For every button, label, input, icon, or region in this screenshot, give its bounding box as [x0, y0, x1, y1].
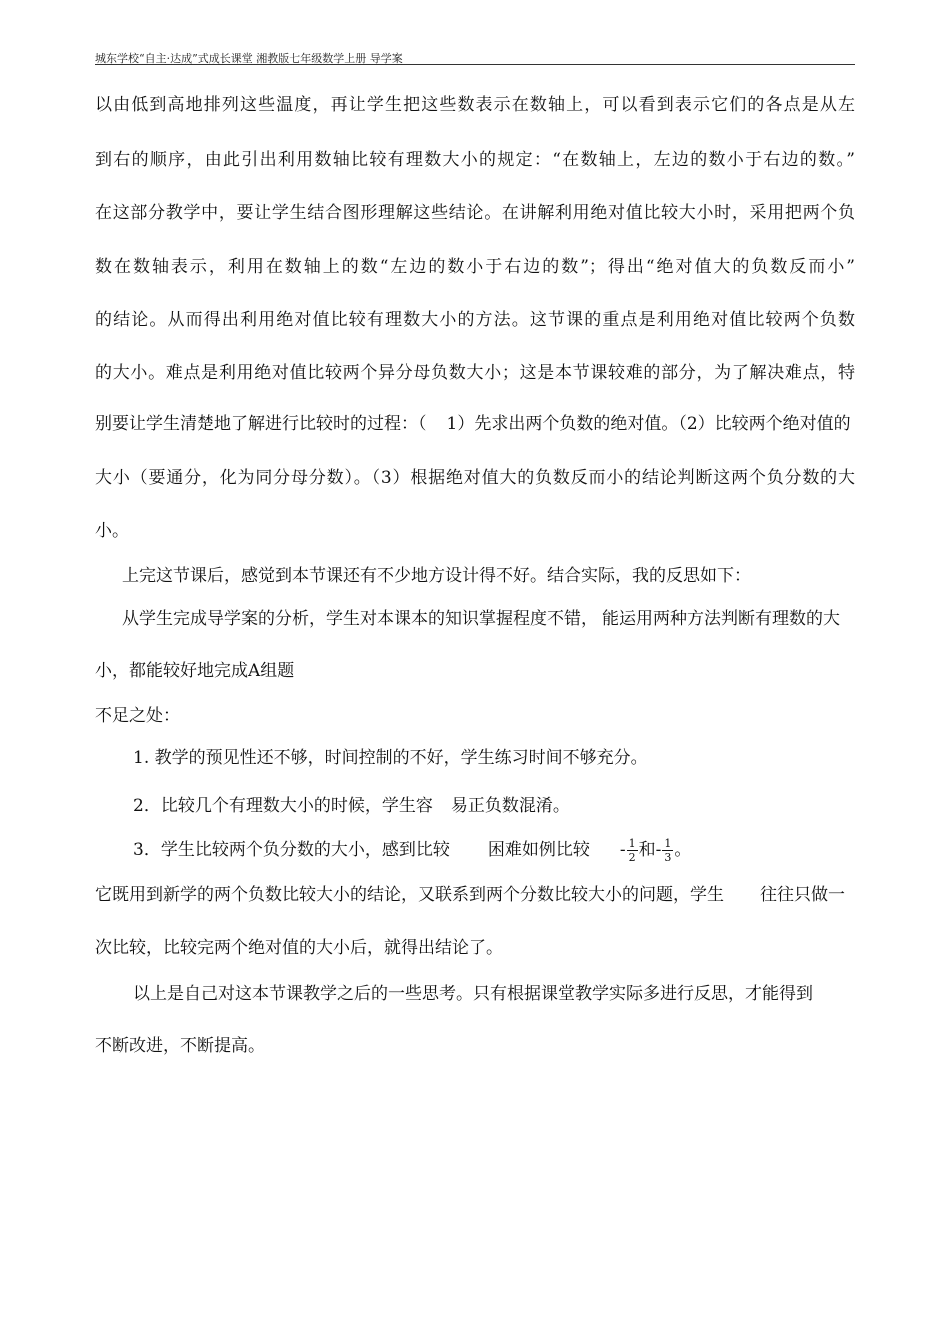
paragraph-line-11-right: 能运用两种方法判断有理数的大 [602, 609, 840, 629]
list-item-3 [133, 837, 691, 864]
fraction-one-half [627, 837, 638, 864]
fraction-2-denominator: 3 [664, 851, 672, 864]
conclusion-line-1: 以上是自己对这本节课教学之后的一些思考。只有根据课堂教学实际多进行反思，才能得到 [133, 984, 813, 1004]
paragraph-line-1: 以由低到高地排列这些温度，再让学生把这些数表示在数轴上，可以看到表示它们的各点是从左 [95, 95, 855, 115]
paragraph-line-9: 小。 [95, 521, 129, 541]
fraction-and-word: 和 [638, 840, 656, 860]
conclusion-line-2: 不断改进，不断提高。 [95, 1036, 265, 1056]
paragraph-line-5: 的结论。从而得出利用绝对值比较有理数大小的方法。这节课的重点是利用绝对值比较两个负数 [95, 310, 855, 330]
paragraph-line-17-part-a: 它既用到新学的两个负数比较大小的结论，又联系到两个分数比较大小的问题，学生 [95, 885, 724, 905]
fraction-1-numerator: 1 [628, 837, 636, 850]
paragraph-line-3: 在这部分教学中，要让学生结合图形理解这些结论。在讲解利用绝对值比较大小时，采用把两个负 [95, 203, 855, 223]
reflection-intro: 上完这节课后，感觉到本节课还有不少地方设计得不好。结合实际，我的反思如下： [122, 566, 751, 586]
fraction-1-denominator: 2 [628, 851, 636, 864]
header-divider [95, 64, 855, 65]
paragraph-line-11-left: 从学生完成导学案的分析，学生对本课本的知识掌握程度不错， [122, 609, 598, 629]
paragraph-line-18: 次比较，比较完两个绝对值的大小后，就得出结论了。 [95, 938, 503, 958]
fraction-2-sign: - [655, 840, 662, 860]
paragraph-line-2: 到右的顺序，由此引出利用数轴比较有理数大小的规定：“在数轴上，左边的数小于右边的数。” [95, 150, 855, 170]
paragraph-line-8: 大小（要通分，化为同分母分数）。（3）根据绝对值大的负数反而小的结论判断这两个负分数的大 [95, 468, 855, 488]
fraction-one-third [662, 837, 673, 864]
fraction-1-sign: - [619, 840, 626, 860]
fraction-period: 。 [674, 840, 692, 860]
fraction-2-numerator: 1 [664, 837, 672, 850]
paragraph-line-7-part-b: 1）先求出两个负数的绝对值。（2）比较两个绝对值的 [446, 414, 851, 434]
paragraph-line-6: 的大小。难点是利用绝对值比较两个异分母负数大小；这是本节课较难的部分，为了解决难点，特 [95, 363, 855, 383]
paragraph-line-7 [95, 413, 851, 435]
page-header: 城东学校“自主·达成”式成长课堂 湘教版七年级数学上册 导学案 [95, 52, 403, 65]
list-item-1: 1. 教学的预见性还不够，时间控制的不好，学生练习时间不够充分。 [133, 748, 648, 768]
paragraph-line-7-part-a: 别要让学生清楚地了解进行比较时的过程：（ [95, 414, 427, 434]
paragraph-line-17-part-b: 往往只做一 [760, 885, 845, 905]
list-item-2 [133, 795, 570, 817]
list-item-3-part-a: 3．学生比较两个负分数的大小，感到比较 [133, 840, 450, 860]
paragraph-line-12: 小，都能较好地完成A组题 [95, 661, 295, 681]
paragraph-line-4: 数在数轴表示，利用在数轴上的数“左边的数小于右边的数”；得出“绝对值大的负数反而小” [95, 257, 855, 277]
shortcomings-heading: 不足之处： [95, 706, 180, 726]
list-item-3-part-b: 困难如例比较 [487, 840, 590, 860]
list-item-2-part-b: 易正负数混淆。 [450, 796, 570, 816]
list-item-2-part-a: 2．比较几个有理数大小的时候，学生容 [133, 796, 433, 816]
paragraph-line-17 [95, 884, 845, 906]
